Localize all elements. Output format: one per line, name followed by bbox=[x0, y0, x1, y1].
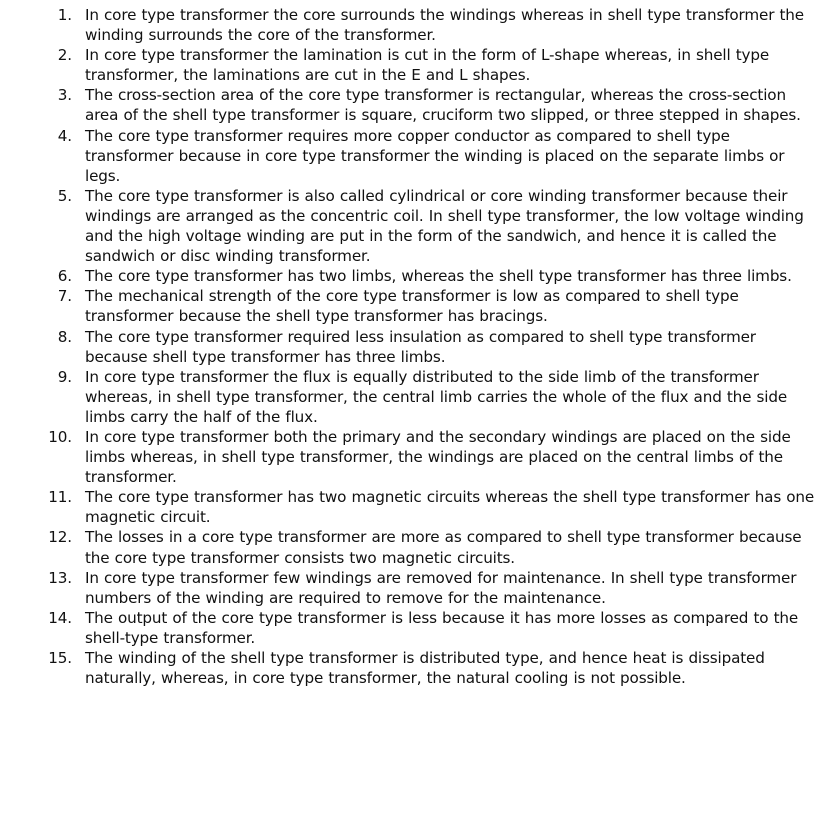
list-item bbox=[0, 527, 829, 567]
item-number: 2. bbox=[57, 46, 72, 65]
item-text: In core type transformer the lamination is cut in the form of L-shape whereas, in shell type transformer, the laminations are cut in the E and L shapes. bbox=[85, 46, 770, 85]
comparison-list bbox=[0, 5, 829, 688]
list-item bbox=[0, 608, 829, 648]
item-text: The cross-section area of the core type transformer is rectangular, whereas the cross-section area of the shell type transformer is square, cruciform two slipped, or three stepped in shapes. bbox=[85, 86, 801, 125]
list-item bbox=[0, 427, 829, 487]
item-text: The mechanical strength of the core type transformer is low as compared to shell type transformer because the shell type transformer has bracings. bbox=[85, 287, 739, 326]
item-number: 13. bbox=[48, 568, 72, 587]
item-text: The core type transformer is also called cylindrical or core winding transformer because their windings are arranged as the concentric coil. In shell type transformer, the low voltage winding and the high voltage winding are put in the form of the sandwich, and hence it is called the sandwich or disc winding transformer. bbox=[85, 186, 804, 266]
item-number: 6. bbox=[57, 267, 72, 286]
list-item bbox=[0, 266, 829, 286]
item-number: 9. bbox=[57, 367, 72, 386]
item-number: 15. bbox=[48, 649, 72, 667]
item-text: The output of the core type transformer is less because it has more losses as compared to the shell-type transformer. bbox=[85, 608, 799, 647]
item-number: 14. bbox=[48, 608, 72, 627]
list-item bbox=[0, 126, 829, 186]
item-text: The losses in a core type transformer are more as compared to shell type transformer because the core type transformer consists two magnetic circuits. bbox=[85, 528, 802, 567]
item-number: 5. bbox=[57, 186, 72, 205]
item-number: 11. bbox=[48, 488, 72, 507]
item-number: 3. bbox=[57, 86, 72, 105]
item-text: In core type transformer the flux is equally distributed to the side limb of the transformer whereas, in shell type transformer, the central limb carries the whole of the flux and the side limbs carry the half of the flux. bbox=[85, 367, 788, 426]
item-number: 4. bbox=[57, 126, 72, 145]
item-number: 1. bbox=[57, 6, 72, 24]
list-item bbox=[0, 327, 829, 367]
item-text: The core type transformer has two limbs, whereas the shell type transformer has three limbs. bbox=[85, 267, 792, 286]
item-text: The core type transformer requires more copper conductor as compared to shell type transformer because in core type transformer the winding is placed on the separate limbs or legs. bbox=[85, 126, 785, 185]
item-text: In core type transformer few windings are removed for maintenance. In shell type transformer numbers of the winding are required to remove for the maintenance. bbox=[85, 568, 797, 607]
item-text: In core type transformer both the primary and the secondary windings are placed on the side limbs whereas, in shell type transformer, the windings are placed on the central limbs of the transformer. bbox=[85, 427, 791, 487]
item-number: 8. bbox=[57, 327, 72, 346]
list-item bbox=[0, 5, 829, 45]
item-number: 10. bbox=[48, 427, 72, 446]
list-item bbox=[0, 45, 829, 85]
list-item bbox=[0, 367, 829, 427]
list-item bbox=[0, 648, 829, 688]
list-item bbox=[0, 568, 829, 608]
list-item bbox=[0, 85, 829, 125]
item-text: The core type transformer has two magnetic circuits whereas the shell type transformer has one magnetic circuit. bbox=[85, 488, 815, 527]
list-item bbox=[0, 186, 829, 266]
list-item bbox=[0, 487, 829, 527]
item-number: 7. bbox=[57, 287, 72, 306]
item-text: The core type transformer required less insulation as compared to shell type transformer because shell type transformer has three limbs. bbox=[85, 327, 756, 366]
item-text: The winding of the shell type transformer is distributed type, and hence heat is dissipated naturally, whereas, in core type transformer, the natural cooling is not possible. bbox=[85, 649, 765, 688]
list-item bbox=[0, 286, 829, 326]
item-text: In core type transformer the core surrounds the windings whereas in shell type transformer the winding surrounds the core of the transformer. bbox=[85, 6, 804, 45]
item-number: 12. bbox=[48, 528, 72, 547]
